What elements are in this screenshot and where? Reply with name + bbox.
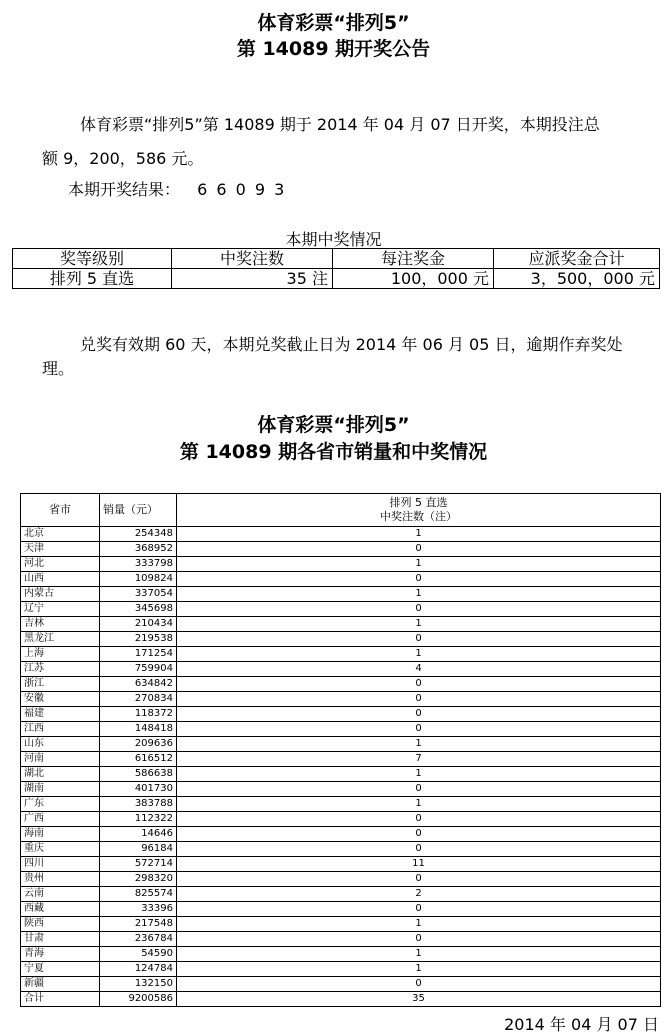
province-sales: 383788: [100, 797, 177, 812]
province-winners: 1: [177, 767, 661, 782]
province-sales: 236784: [100, 932, 177, 947]
province-name: 福建: [21, 707, 100, 722]
province-winners: 0: [177, 977, 661, 992]
prize-table-row: [13, 269, 660, 289]
prize-header-total: 应派奖金合计: [494, 249, 660, 269]
table-row: [21, 542, 661, 557]
table-row: [21, 692, 661, 707]
province-winners: 0: [177, 632, 661, 647]
province-sales: 401730: [100, 782, 177, 797]
province-title: 体育彩票“排列5”: [257, 414, 410, 436]
province-winners: 1: [177, 947, 661, 962]
province-winners: 1: [177, 617, 661, 632]
province-name: 河北: [21, 557, 100, 572]
prize-level: 排列 5 直选: [13, 269, 172, 289]
validity-line1: 兑奖有效期 60 天，本期兑奖截止日为 2014 年 06 月 05 日，逾期作弃奖处: [80, 335, 623, 354]
header-province: 省市: [21, 494, 100, 527]
table-row: [21, 902, 661, 917]
province-sales: 132150: [100, 977, 177, 992]
validity-line2: 理。: [42, 359, 75, 378]
header-sales: 销量（元）: [100, 494, 177, 527]
province-name: 山东: [21, 737, 100, 752]
table-row: [21, 527, 661, 542]
province-winners: 1: [177, 737, 661, 752]
prize-table: [12, 248, 660, 289]
province-sales: 54590: [100, 947, 177, 962]
prize-header-amount: 每注奖金: [333, 249, 494, 269]
province-name: 河南: [21, 752, 100, 767]
province-sales: 171254: [100, 647, 177, 662]
province-name: 山西: [21, 572, 100, 587]
province-sales: 124784: [100, 962, 177, 977]
table-row: [21, 617, 661, 632]
header-winners-line2: 中奖注数（注）: [380, 510, 457, 523]
province-sales: 759904: [100, 662, 177, 677]
prize-table-title: 本期中奖情况: [285, 230, 382, 249]
province-table: [20, 493, 661, 1007]
footer-date: 2014 年 04 月 07 日: [504, 1015, 659, 1034]
province-name: 北京: [21, 527, 100, 542]
prize-count: 35 注: [172, 269, 333, 289]
province-name: 江苏: [21, 662, 100, 677]
table-row: [21, 632, 661, 647]
province-sales: 572714: [100, 857, 177, 872]
province-name: 湖北: [21, 767, 100, 782]
table-row: [21, 767, 661, 782]
table-row: [21, 887, 661, 902]
province-subtitle: 第 14089 期各省市销量和中奖情况: [179, 441, 488, 463]
province-sales: 616512: [100, 752, 177, 767]
table-row: [21, 812, 661, 827]
table-row: [21, 782, 661, 797]
table-row: [21, 827, 661, 842]
province-winners: 0: [177, 572, 661, 587]
header-winners-line1: 排列 5 直选: [389, 496, 448, 509]
main-subtitle: 第 14089 期开奖公告: [236, 38, 431, 60]
province-name: 云南: [21, 887, 100, 902]
province-name: 合计: [21, 992, 100, 1007]
province-name: 黑龙江: [21, 632, 100, 647]
province-winners: 1: [177, 527, 661, 542]
table-row: [21, 992, 661, 1007]
table-row: [21, 947, 661, 962]
table-row: [21, 932, 661, 947]
province-name: 上海: [21, 647, 100, 662]
table-row: [21, 857, 661, 872]
province-name: 内蒙古: [21, 587, 100, 602]
table-row: [21, 587, 661, 602]
prize-header-level: 奖等级别: [13, 249, 172, 269]
table-row: [21, 842, 661, 857]
province-winners: 2: [177, 887, 661, 902]
province-name: 安徽: [21, 692, 100, 707]
table-row: [21, 572, 661, 587]
province-sales: 148418: [100, 722, 177, 737]
province-winners: 7: [177, 752, 661, 767]
table-row: [21, 662, 661, 677]
province-name: 天津: [21, 542, 100, 557]
province-winners: 0: [177, 692, 661, 707]
table-row: [21, 647, 661, 662]
province-table-header: [21, 494, 661, 527]
table-row: [21, 602, 661, 617]
table-row: [21, 707, 661, 722]
table-row: [21, 722, 661, 737]
province-name: 重庆: [21, 842, 100, 857]
province-name: 四川: [21, 857, 100, 872]
prize-header-count: 中奖注数: [172, 249, 333, 269]
province-name: 甘肃: [21, 932, 100, 947]
province-sales: 217548: [100, 917, 177, 932]
province-name: 湖南: [21, 782, 100, 797]
result-label: 本期开奖结果：: [68, 180, 181, 199]
prize-table-header: [13, 249, 660, 269]
table-row: [21, 977, 661, 992]
province-winners: 0: [177, 707, 661, 722]
header-winners: [177, 494, 661, 527]
province-sales: 333798: [100, 557, 177, 572]
province-winners: 0: [177, 902, 661, 917]
table-row: [21, 917, 661, 932]
province-winners: 0: [177, 602, 661, 617]
announcement-para1-cont: 额 9，200，586 元。: [42, 149, 204, 168]
province-sales: 586638: [100, 767, 177, 782]
province-winners: 0: [177, 932, 661, 947]
table-row: [21, 962, 661, 977]
province-sales: 9200586: [100, 992, 177, 1007]
table-row: [21, 797, 661, 812]
province-winners: 0: [177, 872, 661, 887]
province-sales: 109824: [100, 572, 177, 587]
province-sales: 210434: [100, 617, 177, 632]
province-winners: 0: [177, 722, 661, 737]
table-row: [21, 677, 661, 692]
province-winners: 0: [177, 542, 661, 557]
province-winners: 1: [177, 557, 661, 572]
province-winners: 0: [177, 812, 661, 827]
province-winners: 4: [177, 662, 661, 677]
province-sales: 634842: [100, 677, 177, 692]
province-winners: 1: [177, 647, 661, 662]
table-row: [21, 872, 661, 887]
province-name: 西藏: [21, 902, 100, 917]
province-name: 辽宁: [21, 602, 100, 617]
province-winners: 1: [177, 587, 661, 602]
province-name: 吉林: [21, 617, 100, 632]
province-name: 陕西: [21, 917, 100, 932]
province-name: 海南: [21, 827, 100, 842]
province-sales: 337054: [100, 587, 177, 602]
announcement-para1: 体育彩票“排列5”第 14089 期于 2014 年 04 月 07 日开奖，本期投注总: [80, 115, 600, 134]
province-sales: 112322: [100, 812, 177, 827]
province-sales: 209636: [100, 737, 177, 752]
province-name: 宁夏: [21, 962, 100, 977]
province-sales: 219538: [100, 632, 177, 647]
province-sales: 254348: [100, 527, 177, 542]
province-name: 江西: [21, 722, 100, 737]
prize-amount: 100，000 元: [333, 269, 494, 289]
table-row: [21, 752, 661, 767]
province-name: 广东: [21, 797, 100, 812]
province-sales: 14646: [100, 827, 177, 842]
province-sales: 345698: [100, 602, 177, 617]
province-sales: 825574: [100, 887, 177, 902]
province-winners: 11: [177, 857, 661, 872]
main-title: 体育彩票“排列5”: [257, 12, 410, 34]
province-name: 广西: [21, 812, 100, 827]
province-name: 浙江: [21, 677, 100, 692]
province-winners: 0: [177, 842, 661, 857]
province-sales: 298320: [100, 872, 177, 887]
province-name: 新疆: [21, 977, 100, 992]
province-sales: 96184: [100, 842, 177, 857]
province-sales: 270834: [100, 692, 177, 707]
table-row: [21, 557, 661, 572]
province-sales: 368952: [100, 542, 177, 557]
province-winners: 35: [177, 992, 661, 1007]
prize-total: 3，500，000 元: [494, 269, 660, 289]
province-winners: 1: [177, 797, 661, 812]
province-winners: 0: [177, 677, 661, 692]
province-winners: 1: [177, 917, 661, 932]
result-row: [68, 177, 286, 200]
province-name: 青海: [21, 947, 100, 962]
province-name: 贵州: [21, 872, 100, 887]
province-winners: 0: [177, 827, 661, 842]
province-sales: 118372: [100, 707, 177, 722]
province-sales: 33396: [100, 902, 177, 917]
province-winners: 0: [177, 782, 661, 797]
result-digits: 6 6 0 9 3: [197, 180, 287, 199]
table-row: [21, 737, 661, 752]
province-winners: 1: [177, 962, 661, 977]
